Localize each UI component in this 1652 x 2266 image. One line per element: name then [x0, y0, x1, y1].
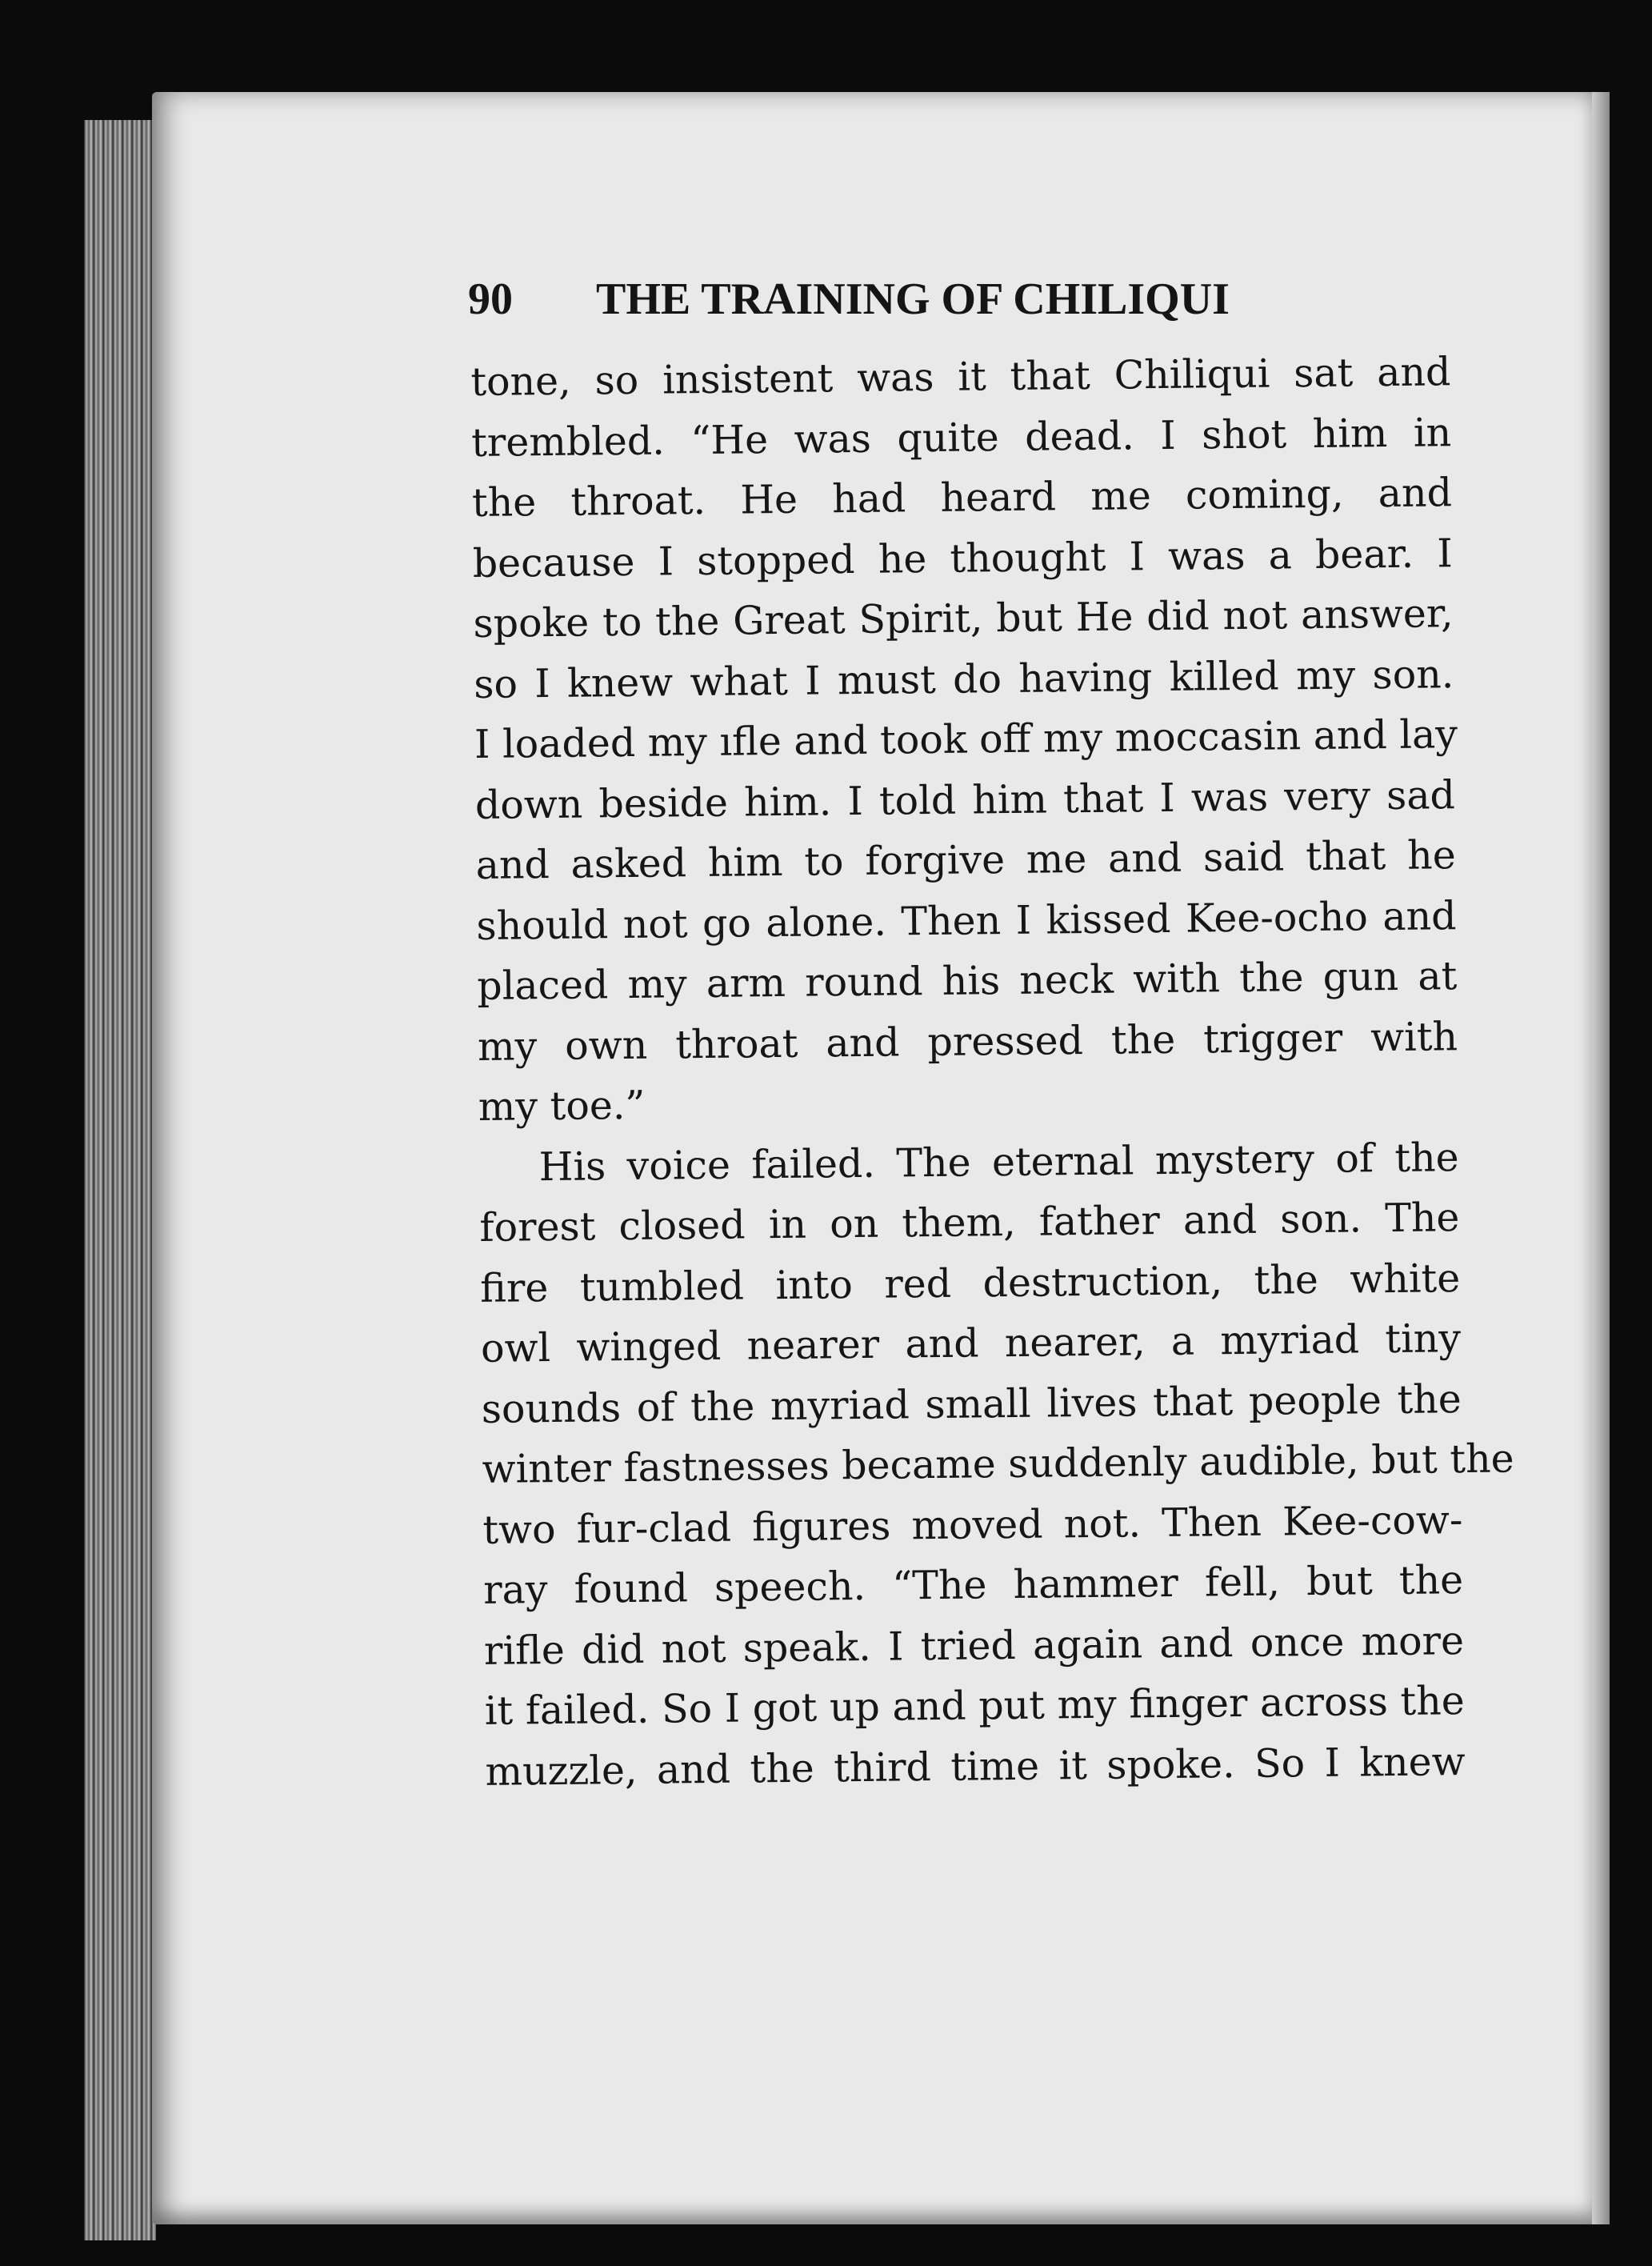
text-line: spoke to the Great Spirit, but He did not answer, — [473, 591, 1454, 647]
running-title: THE TRAINING OF CHILIQUI — [596, 274, 1230, 324]
running-head — [468, 274, 1348, 338]
text-line: so I knew what I must do having killed my son. — [474, 651, 1454, 707]
text-line: sounds of the myriad small lives that people the — [481, 1375, 1462, 1432]
text-line: rifle did not speak. I tried again and once more — [483, 1617, 1465, 1674]
text-line: should not go alone. Then I kissed Kee-ocho and — [476, 892, 1457, 949]
text-line: and asked him to forgive me and said that he — [475, 832, 1456, 888]
page-block-edge — [84, 120, 156, 2240]
text-line: placed my arm round his neck with the gun at — [477, 953, 1458, 1009]
body-text — [470, 342, 1514, 1802]
text-line: muzzle, and the third time it spoke. So I knew — [485, 1738, 1466, 1795]
text-line: tone, so insistent was it that Chiliqui sat and — [470, 349, 1451, 405]
text-line: forest closed in on them, father and son. The — [479, 1195, 1460, 1251]
text-line: ray found speech. “The hammer fell, but the — [482, 1557, 1464, 1613]
text-line: my toe.” — [478, 1082, 646, 1130]
text-line: fire tumbled into red destruction, the white — [479, 1255, 1461, 1311]
text-line: His voice failed. The eternal mystery of the — [538, 1134, 1459, 1190]
text-line: trembled. “He was quite dead. I shot him in — [470, 409, 1452, 466]
text-line: two fur-clad figures moved not. Then Kee-cow- — [482, 1496, 1463, 1553]
text-line: the throat. He had heard me coming, and — [471, 470, 1453, 526]
text-line: winter fastnesses became suddenly audible, but the — [482, 1435, 1514, 1492]
text-line: I loaded my ıfle and took off my moccasin and lay — [474, 711, 1458, 767]
gutter-strip — [1592, 92, 1610, 2224]
text-line: my own throat and pressed the trigger with — [477, 1013, 1458, 1070]
text-line: because I stopped he thought I was a bear. I — [472, 530, 1453, 587]
text-line: it failed. So I got up and put my finger across the — [484, 1678, 1466, 1734]
text-line: down beside him. I told him that I was very sad — [474, 771, 1456, 828]
text-line: owl winged nearer and nearer, a myriad tiny — [480, 1315, 1462, 1371]
page-number: 90 — [468, 274, 513, 324]
